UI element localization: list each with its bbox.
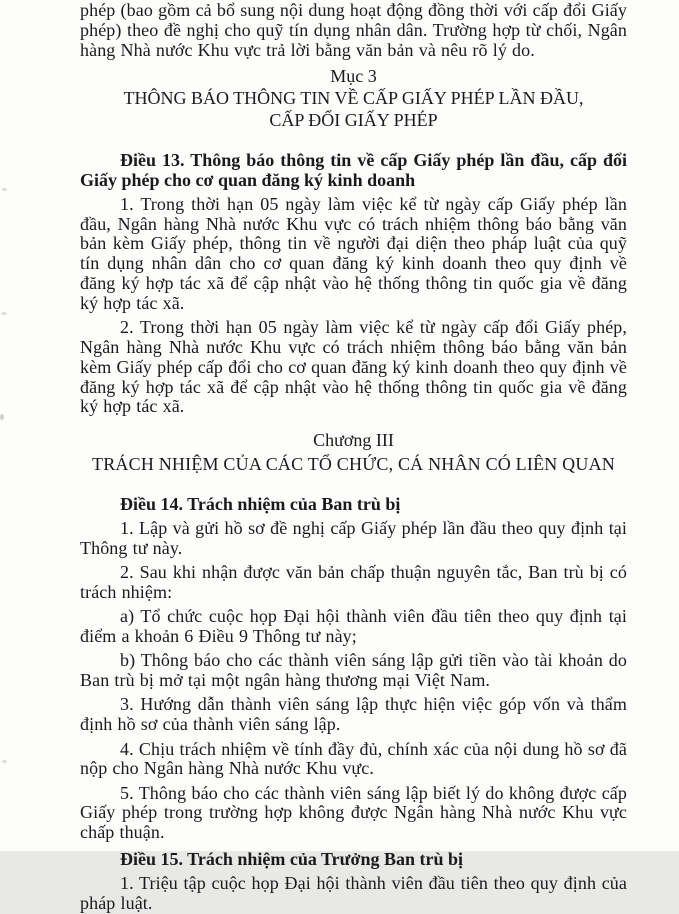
article-14-heading: Điều 14. Trách nhiệm của Ban trù bị xyxy=(120,493,401,514)
scan-smudge xyxy=(0,414,4,420)
chapter-3-title: TRÁCH NHIỆM CỦA CÁC TỔ CHỨC, CÁ NHÂN CÓ LIÊN QUAN xyxy=(92,453,615,474)
article-14-clause-4: 4. Chịu trách nhiệm về tính đầy đủ, chính xác của nội dung hồ sơ đã nộp cho Ngân hàng Nhà nước Khu vực. xyxy=(80,738,627,779)
scan-smudge xyxy=(2,188,7,191)
document-text-column xyxy=(80,1,627,914)
article-14-point-a: a) Tổ chức cuộc họp Đại hội thành viên đầu tiên theo quy định tại điểm a khoản 6 Điều 9 Thông tư này; xyxy=(80,606,627,647)
article-13-clause-2: 2. Trong thời hạn 05 ngày làm việc kể từ ngày cấp đổi Giấy phép, Ngân hàng Nhà nước Khu vực có trách nhiệm thông báo bằng văn bản kèm Giấy phép cấp đổi cho cơ quan đăng ký kinh doanh theo quy định về đăng ký hợp tác xã để cập nhật vào hệ thống thông tin quốc gia về đăng ký hợp tác xã. xyxy=(80,317,627,417)
section-3-title-line-2: CẤP ĐỔI GIẤY PHÉP xyxy=(269,109,438,130)
article-14-point-b: b) Thông báo cho các thành viên sáng lập gửi tiền vào tài khoản do Ban trù bị mở tại một ngân hàng thương mại Việt Nam. xyxy=(80,650,627,691)
article-14-clause-5: 5. Thông báo cho các thành viên sáng lập biết lý do không được cấp Giấy phép trong trường hợp không được Ngân hàng Nhà nước Khu vực chấp thuận. xyxy=(80,782,627,843)
scan-smudge xyxy=(2,760,7,763)
scan-smudge xyxy=(1,312,7,315)
chapter-3-label: Chương III xyxy=(313,430,394,451)
article-13-heading: Điều 13. Thông báo thông tin về cấp Giấy phép lần đầu, cấp đổi Giấy phép cho cơ quan đăng ký kinh doanh xyxy=(80,149,627,190)
article-14-clause-2: 2. Sau khi nhận được văn bản chấp thuận nguyên tắc, Ban trù bị có trách nhiệm: xyxy=(80,562,627,602)
section-3-title-line-1: THÔNG BÁO THÔNG TIN VỀ CẤP GIẤY PHÉP LẦN ĐẦU, xyxy=(123,88,584,109)
article-14-clause-3: 3. Hướng dẫn thành viên sáng lập thực hiện việc góp vốn và thẩm định hồ sơ của thành viên sáng lập. xyxy=(80,694,627,735)
article-13-clause-1: 1. Trong thời hạn 05 ngày làm việc kể từ ngày cấp Giấy phép lần đầu, Ngân hàng Nhà nước Khu vực có trách nhiệm thông báo bằng văn bản kèm Giấy phép, thông tin về người đại diện theo pháp luật của quỹ tín dụng nhân dân cho cơ quan đăng ký kinh doanh theo quy định về đăng ký hợp tác xã để cập nhật vào hệ thống thông tin quốc gia về đăng ký hợp tác xã. xyxy=(80,193,627,313)
article-15-clause-1: 1. Triệu tập cuộc họp Đại hội thành viên đầu tiên theo quy định của pháp luật. xyxy=(80,873,627,914)
section-3-label: Mục 3 xyxy=(330,66,377,87)
article-15-heading: Điều 15. Trách nhiệm của Trưởng Ban trù bị xyxy=(120,848,463,869)
article-14-clause-1: 1. Lập và gửi hồ sơ đề nghị cấp Giấy phép lần đầu theo quy định tại Thông tư này. xyxy=(80,518,627,558)
continuation-paragraph: phép (bao gồm cả bổ sung nội dung hoạt động đồng thời với cấp đổi Giấy phép) theo đề nghị cho quỹ tín dụng nhân dân. Trường hợp từ chối, Ngân hàng Nhà nước Khu vực trả lời bằng văn bản và nêu rõ lý do. xyxy=(80,0,627,60)
